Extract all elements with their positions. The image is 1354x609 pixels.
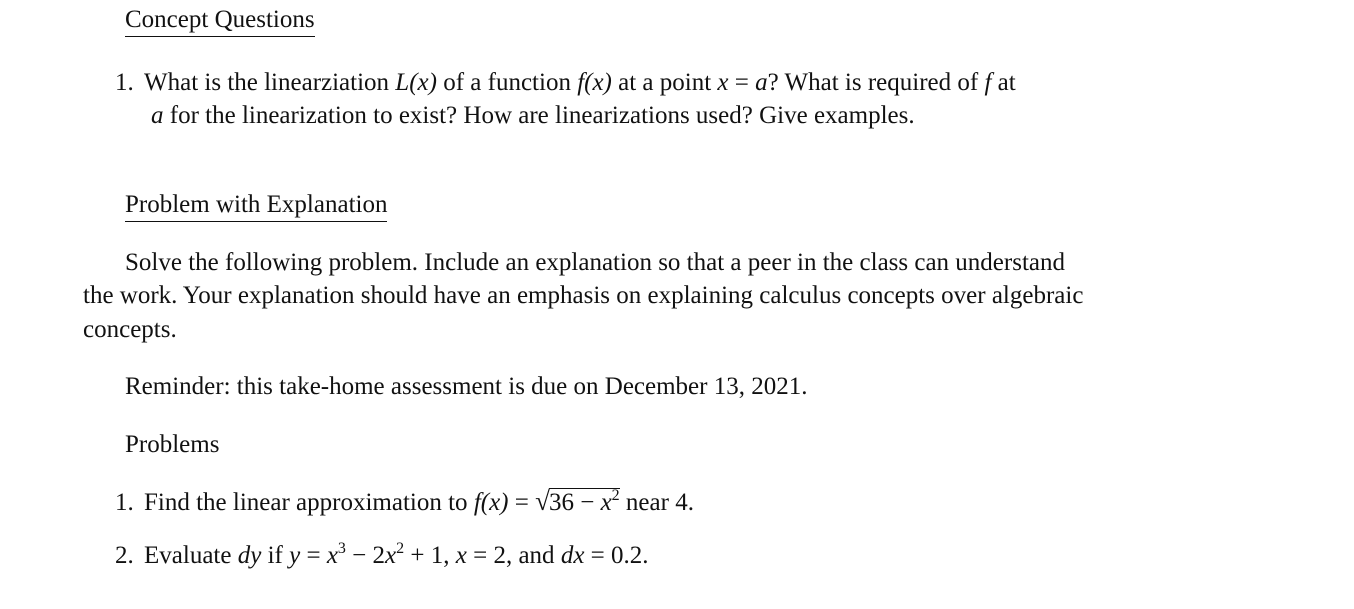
explanation-line-3: concepts. — [83, 316, 177, 343]
math-term: − 2 — [345, 542, 386, 569]
exponent: 3 — [337, 540, 346, 557]
sqrt-symbol: √ — [535, 486, 550, 516]
problem-text: Evaluate — [144, 542, 238, 569]
due-date-reminder: Reminder: this take-home assessment is due on December 13, 2021. — [125, 373, 808, 400]
math-y: y — [289, 542, 301, 569]
concept-question-1-line-2 — [151, 103, 915, 128]
math-Lx: L(x) — [395, 69, 437, 96]
radicand — [549, 488, 620, 515]
math-x: x — [326, 542, 338, 569]
math-a: a — [755, 69, 768, 96]
math-term: + 1, — [404, 542, 456, 569]
question-text: What is the linearziation — [144, 69, 396, 96]
problem-1 — [115, 488, 694, 515]
math-x: x — [600, 489, 612, 516]
math-fx: f(x) — [577, 69, 612, 96]
problem-text: near 4. — [619, 489, 694, 516]
square-root — [535, 488, 620, 515]
question-text: at a point — [611, 69, 718, 96]
math-x: x — [717, 69, 729, 96]
problem-2 — [115, 540, 649, 569]
problem-number: 1. — [115, 489, 134, 516]
explanation-line-1: Solve the following problem. Include an explanation so that a peer in the class can understand — [125, 249, 1066, 276]
question-text: of a function — [436, 69, 578, 96]
math-term: = 0.2. — [584, 542, 649, 569]
problem-text: = 2, and — [466, 542, 561, 569]
math-equals: = — [300, 542, 327, 569]
problem-number: 2. — [115, 542, 134, 569]
concept-question-1-line-1 — [115, 70, 1016, 95]
math-equals: = — [728, 69, 756, 96]
math-a: a — [151, 102, 164, 129]
math-dx: dx — [560, 542, 585, 569]
explanation-line-2: the work. Your explanation should have an emphasis on explaining calculus concepts over algebraic — [83, 282, 1084, 309]
exponent: 2 — [396, 540, 405, 557]
math-f: f — [984, 69, 992, 96]
question-text: at — [991, 69, 1016, 96]
math-x: x — [455, 542, 467, 569]
radicand-number: 36 − — [548, 489, 601, 516]
question-number: 1. — [115, 69, 134, 96]
exponent: 2 — [611, 487, 620, 504]
problem-text: if — [261, 542, 290, 569]
problems-heading: Problems — [125, 431, 220, 458]
question-text: for the linearization to exist? How are linearizations used? Give examples. — [163, 102, 915, 129]
problem-text: Find the linear approximation to — [144, 489, 474, 516]
math-dy: dy — [237, 542, 262, 569]
math-equals: = — [508, 489, 536, 516]
math-fx: f(x) — [473, 489, 509, 516]
concept-questions-heading: Concept Questions — [125, 7, 315, 37]
problem-with-explanation-heading: Problem with Explanation — [125, 192, 387, 222]
math-x: x — [385, 542, 397, 569]
question-text: ? What is required of — [767, 69, 985, 96]
